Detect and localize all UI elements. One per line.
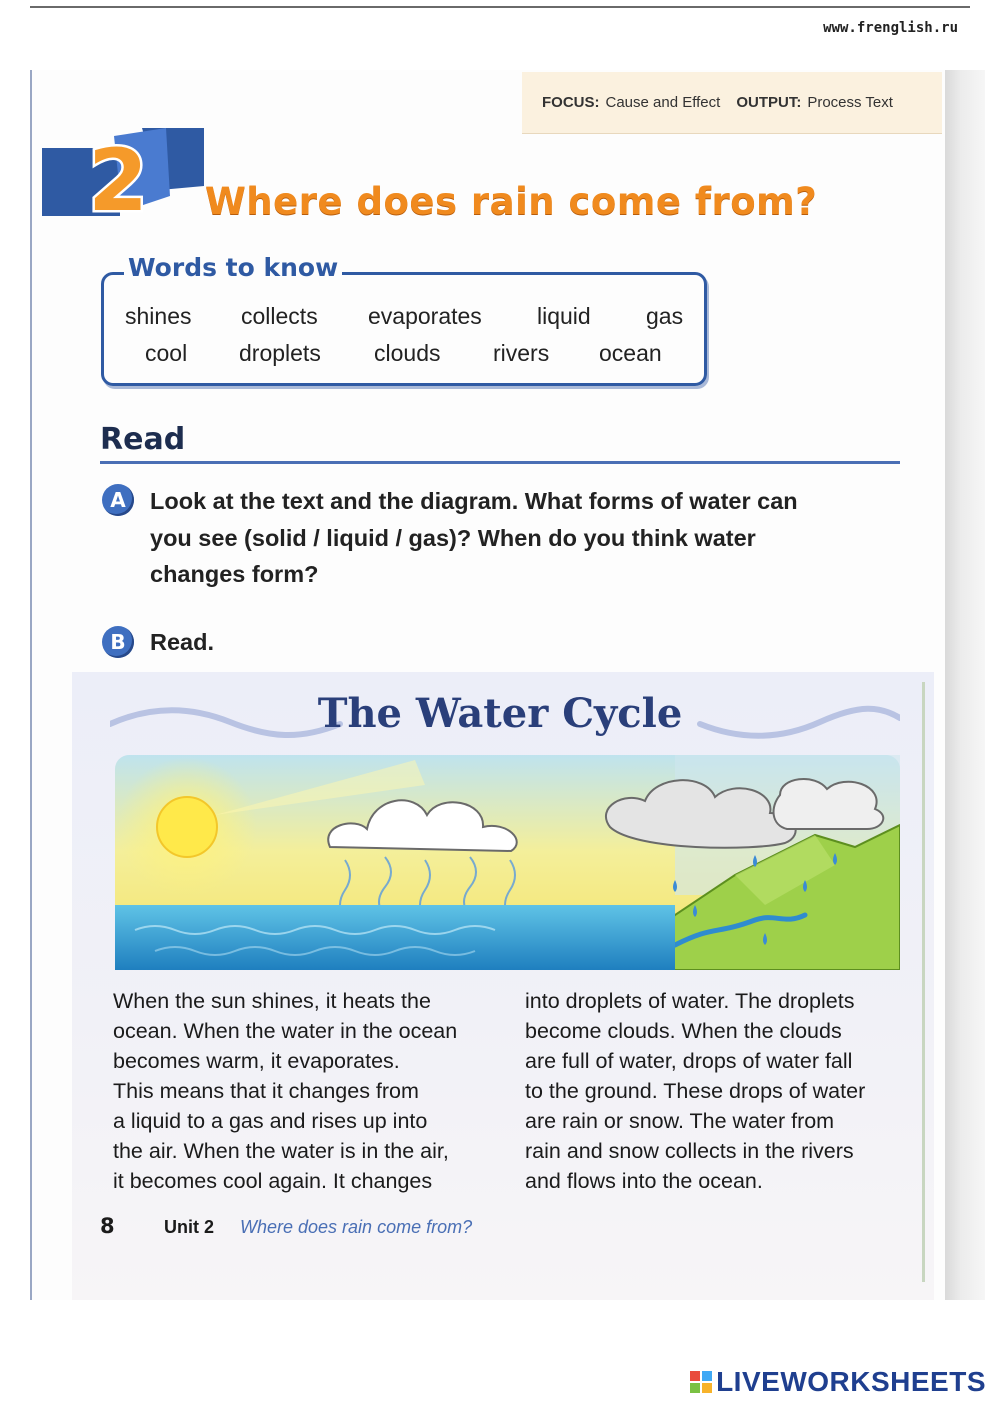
unit-number: 2 xyxy=(88,131,148,226)
text-line: ocean. When the water in the ocean xyxy=(113,1019,458,1043)
page-fold-shadow xyxy=(945,70,985,1300)
focus-label: FOCUS: xyxy=(542,94,600,111)
word-item: droplets xyxy=(239,340,321,366)
water-cycle-illustration xyxy=(115,755,900,970)
unit-title: Where does rain come from? xyxy=(205,180,818,223)
reading-left-column xyxy=(113,986,498,1196)
task-a-line: you see (solid / liquid / gas)? When do you think water xyxy=(150,524,756,551)
site-url: www.frenglish.ru xyxy=(823,20,958,36)
task-a-badge: A xyxy=(102,484,134,516)
text-line: rain and snow collects in the rivers xyxy=(525,1139,854,1163)
read-heading: Read xyxy=(100,422,186,457)
word-item: clouds xyxy=(374,340,441,366)
words-to-know-label: Words to know xyxy=(124,253,342,282)
scan-edge-line xyxy=(30,6,970,8)
text-line: it becomes cool again. It changes xyxy=(113,1169,433,1193)
word-item: gas xyxy=(646,303,684,329)
reading-title-text: The Water Cycle xyxy=(317,690,683,737)
word-item: cool xyxy=(145,340,188,366)
text-line: a liquid to a gas and rises up into xyxy=(113,1109,428,1133)
text-line: into droplets of water. The droplets xyxy=(525,989,855,1013)
text-line: to the ground. These drops of water xyxy=(525,1079,866,1103)
task-a-text xyxy=(150,483,798,593)
word-item: evaporates xyxy=(368,303,482,329)
task-a-line: changes form? xyxy=(150,561,319,587)
word-item: rivers xyxy=(493,340,550,366)
text-line: become clouds. When the clouds xyxy=(525,1019,842,1043)
focus-value: Cause and Effect xyxy=(605,94,721,111)
word-item: ocean xyxy=(599,340,662,366)
task-b-text: Read. xyxy=(150,629,214,655)
output-label: OUTPUT: xyxy=(736,94,802,111)
word-item: collects xyxy=(241,303,318,329)
text-line: When the sun shines, it heats the xyxy=(113,989,431,1013)
reading-right-column xyxy=(525,986,910,1196)
text-line: are full of water, drops of water fall xyxy=(525,1049,853,1073)
read-divider xyxy=(100,461,900,464)
text-line: This means that it changes from xyxy=(113,1079,419,1103)
reading-title xyxy=(0,690,1000,737)
text-line: becomes warm, it evaporates. xyxy=(113,1049,400,1073)
footer-unit-label: Unit 2 xyxy=(164,1217,215,1237)
liveworksheets-logo xyxy=(690,1366,986,1398)
page-number: 8 xyxy=(100,1214,115,1238)
text-line: and flows into the ocean. xyxy=(525,1169,763,1193)
word-item: shines xyxy=(125,303,192,329)
word-item: liquid xyxy=(537,303,591,329)
output-value: Process Text xyxy=(807,94,893,111)
liveworksheets-text: LIVEWORKSHEETS xyxy=(716,1366,986,1397)
liveworksheets-grid-icon xyxy=(690,1371,712,1393)
text-line: the air. When the water is in the air, xyxy=(113,1139,449,1163)
footer-unit-topic: Where does rain come from? xyxy=(240,1217,473,1237)
unit-number-badge xyxy=(42,126,212,226)
panel-edge-rule xyxy=(922,682,925,1282)
text-line: are rain or snow. The water from xyxy=(525,1109,835,1133)
focus-output-bar xyxy=(522,72,942,134)
task-b-badge: B xyxy=(102,626,134,658)
task-a-line: Look at the text and the diagram. What forms of water can xyxy=(150,488,798,514)
